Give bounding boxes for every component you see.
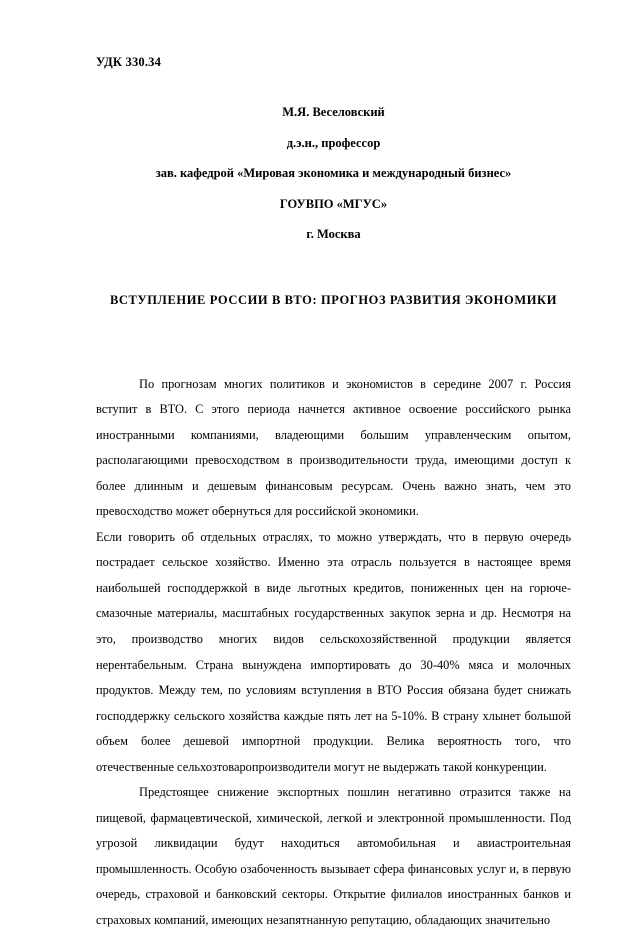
author-degree: д.э.н., профессор (286, 135, 381, 150)
page-title: ВСТУПЛЕНИЕ РОССИИ В ВТО: ПРОГНОЗ РАЗВИТИЯ ЭКОНОМИКИ (109, 292, 558, 307)
author-name: М.Я. Веселовский (282, 105, 385, 119)
paragraph: По прогнозам многих политиков и экономистов в середине 2007 г. Россия вступит в ВТО. С этого периода начнется активное освоение российского рынка иностранными компаниями, владеющими большим управленческим опытом, располагающими превосходством в производительности труда, имеющими доступ к более длинным и дешевым финансовым ресурсам. Очень важно знать, чем это превосходство может обернуться для российской экономики. (96, 376, 571, 519)
paragraph: Если говорить об отдельных отраслях, то можно утверждать, что в первую очередь пострадает сельское хозяйство. Именно эта отрасль пользуется в настоящее время наибольшей господдержкой в виде льготных кредитов, пониженных цен на горюче-смазочные материалы, масштабных государственных закупок зерна и др. Несмотря на это, производство многих видов сельскохозяйственной продукции является нерентабельным. Страна вынуждена импортировать до 30-40% мяса и молочных продуктов. Между тем, по условиям вступления в ВТО Россия обязана будет снижать господдержку сельского хозяйства каждые пять лет на 5-10%. В страну хлынет большой объем более дешевой импортной продукции. Велика вероятность того, что отечественные сельхозтоваропроизводители могут не выдержать такой конкуренции. (96, 529, 571, 774)
author-position: зав. кафедрой «Мировая экономика и международный бизнес» (155, 166, 512, 180)
author-block (96, 106, 571, 241)
paragraph: Предстоящее снижение экспортных пошлин негативно отразится также на пищевой, фармацевтической, химической, легкой и электронной промышленности. Под угрозой ликвидации будут находиться автомобильная и авиастроительная промышленность. Особую озабоченность вызывает сфера финансовых услуг и, в первую очередь, страховой и банковский секторы. Открытие филиалов иностранных банков и страховых компаний, имеющих незапятнанную репутацию, обладающих значительно (96, 785, 571, 927)
author-organization: ГОУВПО «МГУС» (279, 196, 388, 211)
udk-code: УДК 330.34 (96, 55, 162, 69)
author-city: г. Москва (306, 227, 361, 241)
document-body (96, 372, 571, 934)
